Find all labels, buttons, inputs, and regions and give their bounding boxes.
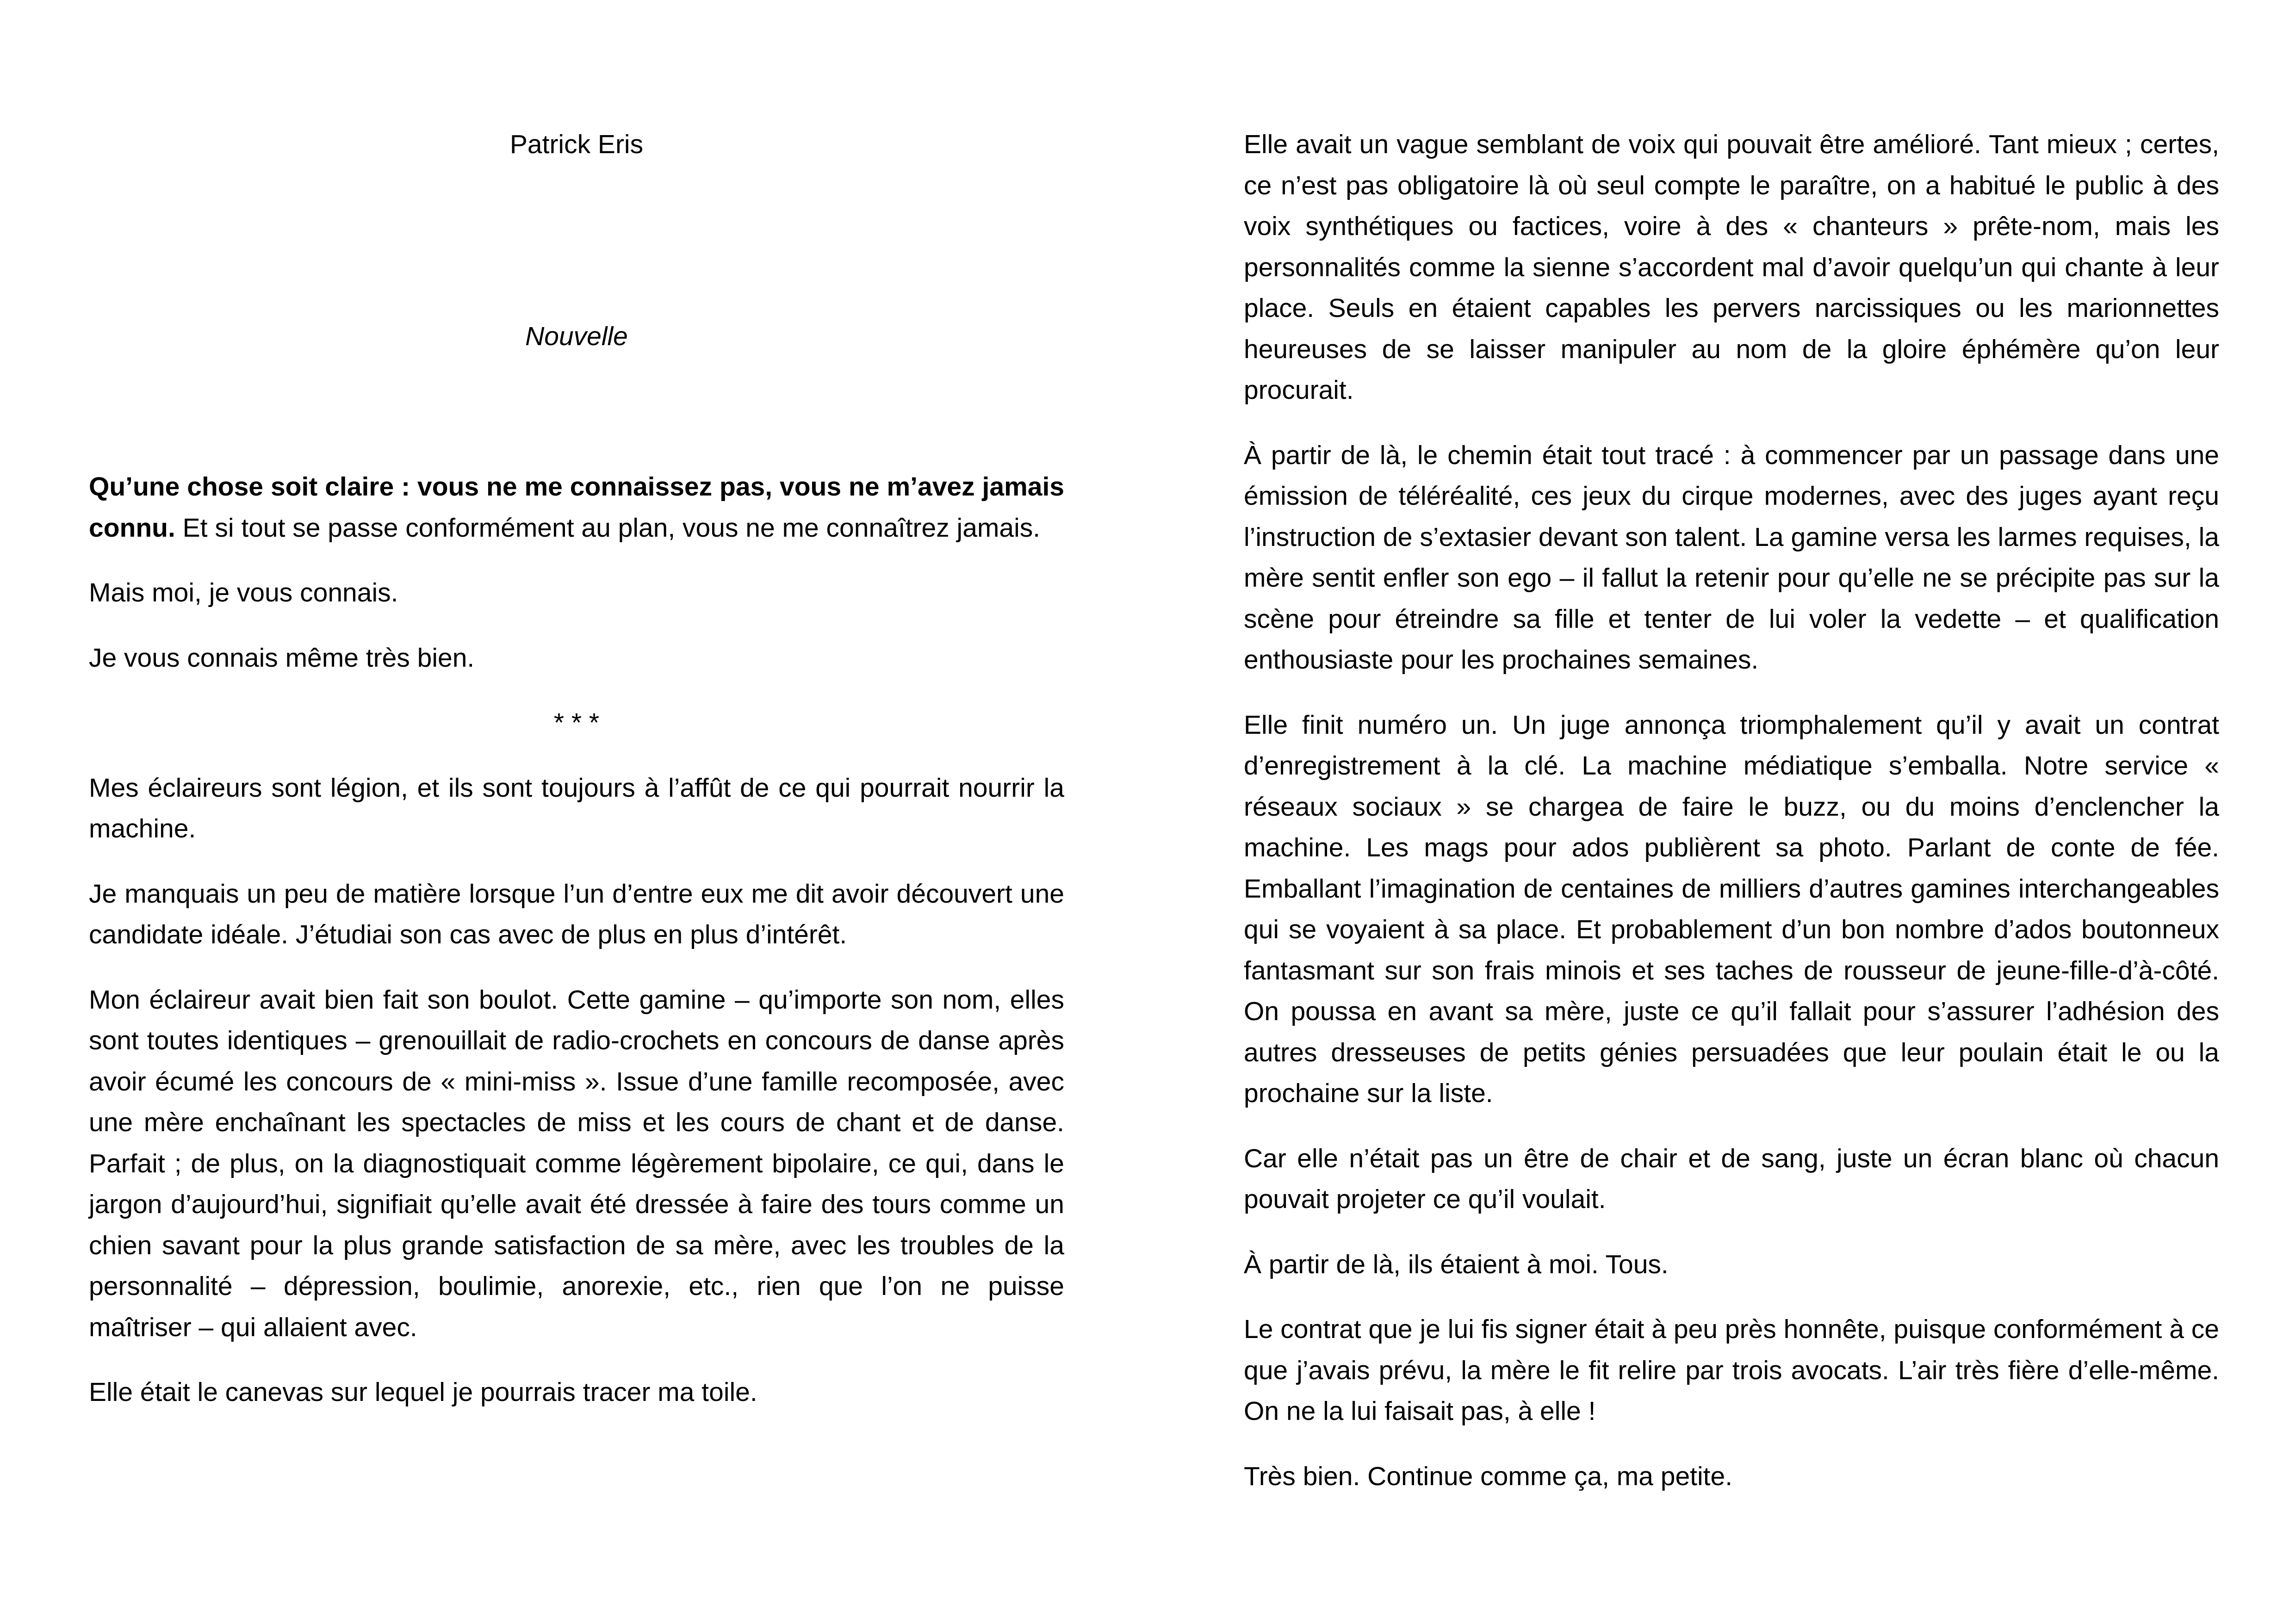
author-name: Patrick Eris — [509, 130, 644, 159]
paragraph: Mes éclaireurs sont légion, et ils sont toujours à l’affût de ce qui pourrait nourrir la machine. — [89, 773, 1064, 843]
right-page-body — [1244, 124, 2219, 1521]
paragraph: Je vous connais même très bien. — [89, 643, 475, 673]
paragraph: À partir de là, le chemin était tout tracé : à commencer par un passage dans une émission de téléréalité, ces jeux du cirque modernes, avec des juges ayant reçu l’instruction de s’extasier devant son talent. La gamine versa les larmes requises, la mère sentit enfler son ego – il fallut la retenir pour qu’elle ne se précipite pas sur la scène pour étreindre sa fille et tenter de lui voler la vedette – et qualification enthousiaste pour les prochaines semaines. — [1244, 440, 2219, 675]
paragraph: Mon éclaireur avait bien fait son boulot. Cette gamine – qu’importe son nom, elles sont toutes identiques – grenouillait de radio-crochets en concours de danse après avoir écumé les concours de « mini-miss ». Issue d’une famille recomposée, avec une mère enchaînant les spectacles de miss et les cours de chant et de danse. Parfait ; de plus, on la diagnostiquait comme légèrement bipolaire, ce qui, dans le jargon d’aujourd’hui, signifiait qu’elle avait été dressée à faire des tours comme un chien savant pour la plus grande satisfaction de sa mère, avec les troubles de la personnalité – dépression, boulimie, anorexie, etc., rien que l’on ne puisse maîtriser – qui allaient avec. — [89, 985, 1064, 1342]
intro-rest-text: Et si tout se passe conformément au plan, vous ne me connaîtrez jamais. — [175, 513, 1041, 543]
paragraph: Elle finit numéro un. Un juge annonça triomphalement qu’il y avait un contrat d’enregistrement à la clé. La machine médiatique s’emballa. Notre service « réseaux sociaux » se chargea de faire le buzz, ou du moins d’enclencher la machine. Les mags pour ados publièrent sa photo. Parlant de conte de fée. Emballant l’imagination de centaines de milliers d’autres gamines interchangeables qui se voyaient à sa place. Et probablement d’un bon nombre d’ados boutonneux fantasmant sur son frais minois et ses taches de rousseur de jeune-fille-d’à-côté. On poussa en avant sa mère, juste ce qu’il fallait pour s’assurer l’adhésion des autres dresseuses de petits génies persuadées que leur poulain était le ou la prochaine sur la liste. — [1244, 710, 2219, 1108]
section-separator: * * * — [553, 708, 600, 737]
paragraph: Mais moi, je vous connais. — [89, 578, 398, 607]
paragraph: À partir de là, ils étaient à moi. Tous. — [1244, 1249, 1669, 1279]
paragraph: Très bien. Continue comme ça, ma petite. — [1244, 1461, 1733, 1491]
paragraph: Elle était le canevas sur lequel je pourrais tracer ma toile. — [89, 1377, 757, 1407]
intro-paragraph — [89, 466, 1064, 548]
intro-bold-text: Qu’une chose soit claire : vous ne me connaissez pas, vous ne m’avez jamais connu. — [89, 472, 1064, 543]
left-page — [89, 0, 1064, 1623]
paragraph: Le contrat que je lui fis signer était à peu près honnête, puisque conformément à ce que j’avais prévu, la mère le fit relire par trois avocats. L’air très fière d’elle-même. On ne la lui faisait pas, à elle ! — [1244, 1314, 2219, 1426]
paragraph: Car elle n’était pas un être de chair et de sang, juste un écran blanc où chacun pouvait projeter ce qu’il voulait. — [1244, 1143, 2219, 1214]
paragraph: Je manquais un peu de matière lorsque l’un d’entre eux me dit avoir découvert une candidate idéale. J’étudiai son cas avec de plus en plus d’intérêt. — [89, 879, 1064, 949]
genre-label: Nouvelle — [525, 322, 628, 351]
left-page-body — [89, 466, 1064, 1437]
paragraph: Elle avait un vague semblant de voix qui pouvait être amélioré. Tant mieux ; certes, ce n’est pas obligatoire là où seul compte le paraître, on a habitué le public à des voix synthétiques ou factices, voire à des « chanteurs » prête-nom, mais les personnalités comme la sienne s’accordent mal d’avoir quelqu’un qui chante à leur place. Seuls en étaient capables les pervers narcissiques ou les marionnettes heureuses de se laisser manipuler au nom de la gloire éphémère qu’on leur procurait. — [1244, 130, 2219, 405]
right-page — [1244, 0, 2219, 1623]
